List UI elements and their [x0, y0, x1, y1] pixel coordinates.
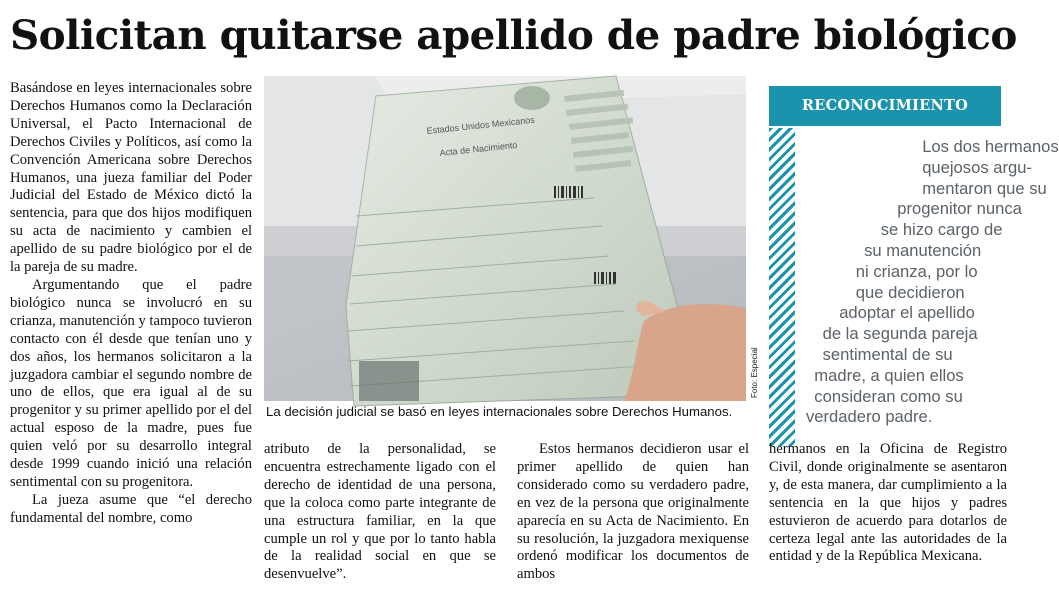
sidebar-line: adoptar el apellido: [839, 303, 975, 323]
sidebar-line: verdadero padre.: [806, 407, 933, 427]
sidebar-line: ni crianza, por lo: [855, 261, 978, 281]
paragraph: Estos hermanos decidieron usar el primer apellido de quien han considerado como su verdadero padre, en vez de la persona que originalmente aparecía en su Acta de Nacimiento. En su resolución, la juzgadora mexiquense ordenó modificar los documentos de ambos: [517, 441, 749, 583]
sidebar-line: madre, a quien ellos: [814, 365, 964, 385]
article-column-2: [264, 441, 496, 584]
sidebar-stripe-decoration: [769, 128, 795, 446]
sidebar-body: [806, 137, 1059, 428]
sidebar-line: quejosos argu-: [922, 157, 1032, 177]
sidebar-line: progenitor nunca: [897, 199, 1022, 219]
paragraph: hermanos en la Oficina de Registro Civil, donde originalmente se asentaron y, de esta manera, dar cumplimiento a la sentencia en la que hijos y padres estuvieron de acuerdo para dotarlos de certeza legal ante las autoridades de la entidad y de la República Mexicana.: [769, 441, 1007, 565]
sidebar-line: mentaron que su: [922, 178, 1047, 198]
headline: Solicitan quitarse apellido de padre biológico: [10, 11, 1017, 59]
sidebar-line: de la segunda pareja: [822, 324, 978, 344]
sidebar-line: su manutención: [864, 240, 982, 260]
photo-illustration: [264, 76, 746, 401]
sidebar-line: Los dos hermanos: [922, 137, 1059, 156]
sidebar-heading: RECONOCIMIENTO: [769, 86, 1001, 126]
article-column-4: [769, 441, 1007, 566]
sidebar-line: que decidieron: [855, 282, 965, 302]
sidebar-line: sentimental de su: [822, 344, 953, 364]
paragraph: Basándose en leyes internacionales sobre Derechos Humanos como la Declaración Universal, el Pacto Internacional de Derechos Civiles y Políticos, así como la Convención Americana sobre Derechos Humanos, una jueza familiar del Poder Judicial del Estado de México dictó la sentencia, para que dos hijos modifiquen su acta de nacimiento y cambien el apellido de su padre biológico por el de la pareja de su madre.: [10, 80, 252, 276]
paragraph: Argumentando que el padre biológico nunca se involucró en su crianza, manutención y tampoco tuvieron contacto con él desde que tenían uno y dos años, los hermanos solicitaron a la juzgadora cambiar el segundo nombre de uno de ellos, que era igual al de su progenitor y su primer apellido por el del actual esposo de la madre, pues fue quien veló por su desarrollo integral desde 1999 cuando inició una relación sentimental con su progenitora.: [10, 276, 252, 490]
sidebar-line: consideran como su: [814, 386, 963, 406]
article-column-3: [517, 441, 749, 584]
article-column-1: [10, 80, 252, 528]
birth-certificate-photo: [264, 76, 746, 401]
doc-title-1: Estados Unidos Mexicanos: [426, 114, 536, 136]
paragraph: La jueza asume que “el derecho fundamental del nombre, como: [10, 491, 252, 526]
sidebar-line: se hizo cargo de: [880, 220, 1003, 240]
photo-caption: La decisión judicial se basó en leyes internacionales sobre Derechos Humanos.: [266, 404, 733, 419]
doc-title-2: Acta de Nacimiento: [439, 139, 518, 158]
photo-credit: Foto: Especial: [750, 347, 759, 398]
paragraph: atributo de la personalidad, se encuentra estrechamente ligado con el derecho de identidad de una persona, que la coloca como parte integrante de una estructura familiar, en la que cumple un rol y que por lo tanto habla de la realidad social en que se desenvuelve”.: [264, 441, 496, 583]
